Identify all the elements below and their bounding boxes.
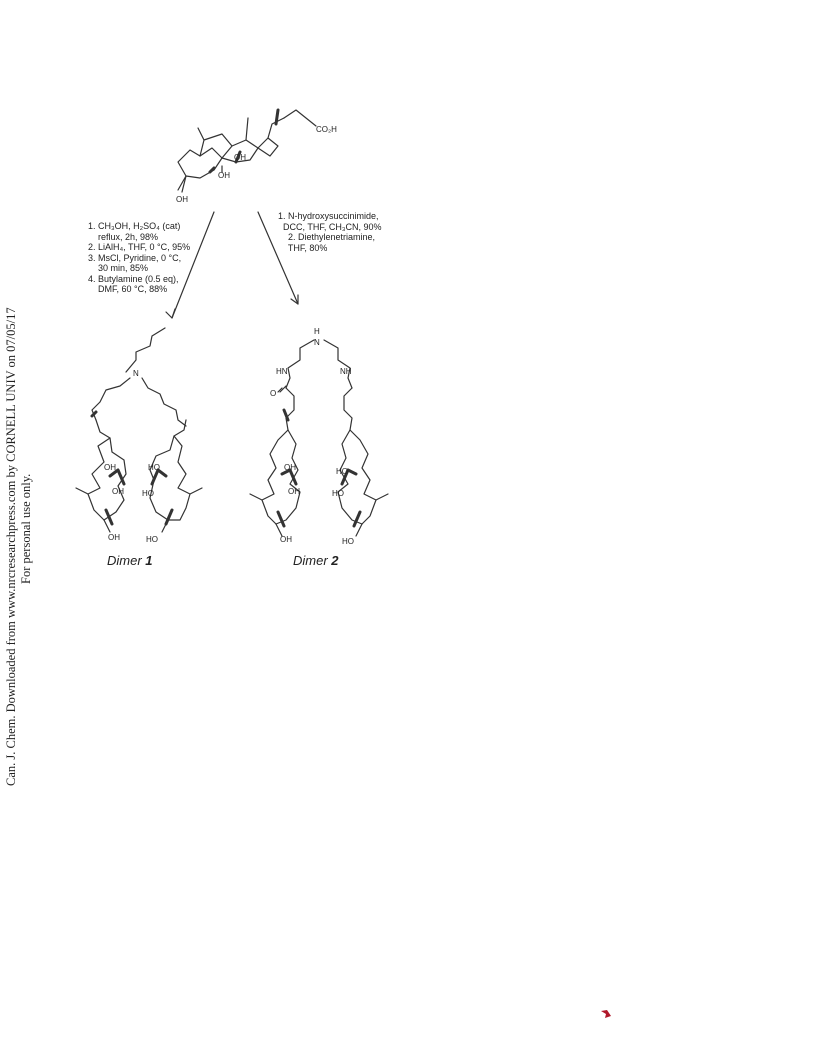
download-notice: Can. J. Chem. Downloaded from www.nrcresearchpress.com by CORNELL UNIV on 07/05/17 bbox=[4, 307, 18, 786]
dimer1-oh-2: OH bbox=[112, 487, 124, 496]
dimer-2-number: 2 bbox=[331, 553, 339, 568]
dimer2-ho-2: HO bbox=[332, 489, 344, 498]
dimer2-oh-3: OH bbox=[280, 535, 292, 544]
dimer1-n: N bbox=[133, 369, 139, 378]
starting-material bbox=[178, 110, 316, 192]
dimer1-oh-1: OH bbox=[104, 463, 116, 472]
dimer2-h: H bbox=[314, 327, 320, 336]
dimer2-o-left: O bbox=[270, 389, 277, 398]
dimer2-n: N bbox=[314, 338, 320, 347]
dimer1-ho-2: HO bbox=[142, 489, 154, 498]
left-reaction-conditions: 1. CH₃OH, H₂SO₄ (cat) reflux, 2h, 98% 2. LiAlH₄, THF, 0 °C, 95% 3. MsCl, Pyridine, 0 °C, 30 min, 85% 4. Butylamine (0.5 eq), DMF, 60 °C, 88% bbox=[88, 221, 191, 294]
red-mark-icon bbox=[600, 1009, 612, 1019]
dimer-1-caption bbox=[107, 553, 153, 568]
dimer1-oh-3: OH bbox=[108, 533, 120, 542]
start-oh-bottom: OH bbox=[176, 195, 188, 204]
personal-use-notice: For personal use only. bbox=[19, 473, 33, 584]
dimer-2-caption bbox=[293, 553, 339, 568]
right-reaction-conditions: 1. N-hydroxysuccinimide, DCC, THF, CH₃CN, 90% 2. Diethylenetriamine, THF, 80% bbox=[278, 211, 382, 253]
start-acid: CO₂H bbox=[316, 125, 337, 134]
dimer1-ho-1: HO bbox=[148, 463, 160, 472]
dimer-1-structure bbox=[76, 328, 202, 532]
dimer2-oh-2: OH bbox=[288, 487, 300, 496]
dimer2-ho-1: HO bbox=[336, 467, 348, 476]
start-oh-mid: OH bbox=[218, 171, 230, 180]
dimer-1-name: Dimer bbox=[107, 553, 142, 568]
dimer1-ho-3: HO bbox=[146, 535, 158, 544]
dimer2-hn: HN bbox=[276, 367, 288, 376]
dimer-2-name: Dimer bbox=[293, 553, 328, 568]
dimer2-oh-1: OH bbox=[284, 463, 296, 472]
dimer-1-number: 1 bbox=[145, 553, 153, 568]
dimer2-ho-3: HO bbox=[342, 537, 354, 546]
dimer2-nh: NH bbox=[340, 367, 352, 376]
start-oh-top: OH bbox=[234, 153, 246, 162]
dimer-2-structure bbox=[250, 340, 388, 536]
